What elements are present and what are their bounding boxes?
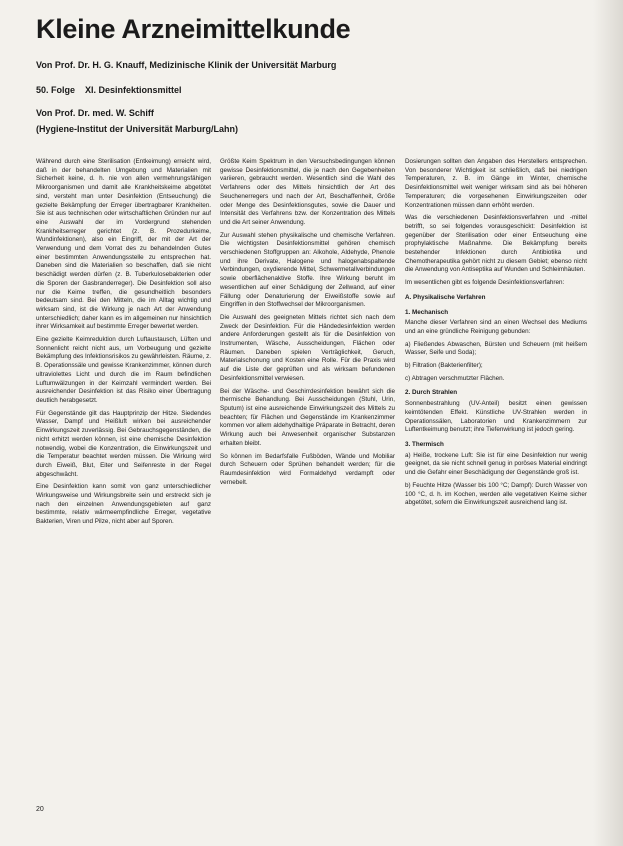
text-column-2 [220,158,395,810]
paragraph: Manche dieser Verfahren sind an einen Wechsel des Mediums und an eine gründliche Reinigung gebunden: [405,319,587,335]
paragraph: b) Filtration (Bakterienfilter); [405,362,483,370]
paragraph: Bei der Wäsche- und Geschirrdesinfektion bewährt sich die thermische Behandlung. Bei Ausscheidungen (Stuhl, Urin, Sputum) ist eine ausreichende Einwirkungszeit des Mittels zu beachten; für Flächen und Gegenstände im Krankenzimmer kommen vor allem aldehydhaltige Präparate in Betracht, deren Wirkung auch bei Anwesenheit organischer Substanzen erhalten bleibt. [220,387,395,447]
paragraph: c) Abtragen verschmutzter Flächen. [405,374,505,382]
section-heading: 3. Thermisch [405,440,444,448]
text-column-1 [36,158,211,810]
paragraph: Eine gezielte Keimreduktion durch Luftaustausch, Lüften und Sonnenlicht reicht nicht aus, um Vorbeugung und gezielte Bekämpfung des Infektionsrisikos zu gewährleisten. Räume, z. B. Operationssäle und gewisse Krankenzimmer, können durch ultraviolettes Licht und durch die im Raum befindlichen Luftumwälzungen in der Keimzahl vermindert werden. Bei ausreichender Desinfektion ist das Risiko einer Übertragung deutlich herabgesetzt. [36,336,211,404]
institute-line: (Hygiene-Institut der Universität Marburg/Lahn) [36,124,239,134]
paragraph: Größte Keim Spektrum in den Versuchsbedingungen können gewisse Desinfektionsmittel, die je nach den Gegebenheiten variieren, gebraucht werden. Wesentlich sind die Wahl des Verfahrens oder des Mittels hinsichtlich der Art des Seuchenerregers und nach der Art, Beschaffenheit, Größe oder Menge des Desinfektionsgutes, sowie die Dauer und Intensität des Verfahrens bzw. der Konzentration des Mittels und die Art seiner Anwendung. [220,158,395,226]
article-title: Kleine Arzneimittelkunde [36,14,351,44]
author-line: Von Prof. Dr. H. G. Knauff, Medizinische Klinik der Universität Marburg [36,60,337,70]
second-author-line: Von Prof. Dr. med. W. Schiff [36,108,154,118]
text-column-3 [405,158,587,810]
paragraph: b) Feuchte Hitze (Wasser bis 100 °C; Dampf): Durch Wasser von 100 °C, d. h. im Kochen, werden alle vegetativen Keime sicher abgetötet, sofern die Einwirkungszeit ausreichend lang ist. [405,481,587,507]
paragraph: Sonnenbestrahlung (UV-Anteil) besitzt einen gewissen keimtötenden Effekt. Künstliche UV-Strahlen werden in Operationssälen, Laboratorien und Krankenzimmern zur Luftentkeimung benutzt; ihre Tiefenwirkung ist jedoch gering. [405,400,587,434]
paragraph: a) Heiße, trockene Luft: Sie ist für eine Desinfektion nur wenig geeignet, da sie nicht schnell genug in poröses Material eindringt und die Gefahr einer Beschädigung der Gegenstände groß ist. [405,451,587,477]
paragraph: So können im Bedarfsfalle Fußböden, Wände und Mobiliar durch Scheuern oder Sprühen behandelt werden; für die Raumdesinfektion wird Formaldehyd verdampft oder vernebelt. [220,452,395,486]
series-line: 50. Folge XI. Desinfektionsmittel [36,85,182,95]
section-heading: A. Physikalische Verfahren [405,293,486,301]
paragraph: Was die verschiedenen Desinfektionsverfahren und -mittel betrifft, so sei folgendes vorausgeschickt: Desinfektion ist gegenüber der Sterilisation oder einer Entseuchung eine prophylaktische Maßnahme. Die Bekämpfung bereits bestehender Infektionen durch Antibiotika und Chemotherapeutika gehört nicht zu diesem Gebiet; ebenso nicht die Anwendung von Antiseptika auf Wunden und Schleimhäuten. [405,214,587,274]
section-heading: 1. Mechanisch [405,308,449,316]
section-heading: 2. Durch Strahlen [405,389,458,397]
paragraph: Dosierungen sollten den Angaben des Herstellers entsprechen. Von besonderer Wichtigkeit ist schließlich, daß bei niedrigen Temperaturen, z. B. im Gänge im Winter, chemische Desinfektionsmittel weit weniger wirksam sind als bei höheren Temperaturen; die vorgesehenen Einwirkungszeiten oder Konzentrationen müssen dann erhöht werden. [405,158,587,209]
page-number: 20 [36,806,44,813]
paragraph: Zur Auswahl stehen physikalische und chemische Verfahren. Die wichtigsten Desinfektionsmittel gehören chemisch verschiedenen Stoffgruppen an: Alkohole, Aldehyde, Phenole und ihre Derivate, Halogene und halogenabspaltende Verbindungen, oxydierende Mittel, Schwermetallverbindungen sowie oberflächenaktive Stoffe. Ihre Wirkung beruht im wesentlichen auf einer Schädigung der Zellwand, auf einer Fällung oder Denaturierung der Eiweißstoffe sowie auf Eingriffen in den Stoffwechsel der Mikroorganismen. [220,231,395,309]
paragraph: Für Gegenstände gilt das Hauptprinzip der Hitze. Siedendes Wasser, Dampf und Heißluft wirken bei ausreichender Einwirkungszeit zuverlässig. Bei Gebrauchsgegenständen, die nicht erhitzt werden können, ist eine chemische Desinfektion notwendig, wobei die Konzentration, die Einwirkungszeit und die Temperatur beachtet werden müssen. Die Wirkung wird durch Eiweiß, Blut, Eiter und Seifenreste in der Regel abgeschwächt. [36,409,211,478]
paragraph: Eine Desinfektion kann somit von ganz unterschiedlicher Wirkungsweise und Wirkungsbreite sein und erstreckt sich je nach den einzelnen Anwendungsgebieten auf ganz bestimmte, relativ wärmeempfindliche Erreger, vegetative Bakterien, Viren und Pilze, nicht aber auf Sporen. [36,483,211,526]
paragraph: Die Auswahl des geeigneten Mittels richtet sich nach dem Zweck der Desinfektion. Für die Händedesinfektion werden andere Anforderungen gestellt als für die Desinfektion von Instrumenten, Wäsche, Ausscheidungen, Flächen oder Räumen. Daneben spielen Verträglichkeit, Geruch, Materialschonung und Kosten eine Rolle. Für die Praxis wird auf die Liste der geprüften und als wirksam befundenen Desinfektionsmittel verwiesen. [220,313,395,382]
paragraph: Im wesentlichen gibt es folgende Desinfektionsverfahren: [405,279,565,287]
paragraph: a) Fließendes Abwaschen, Bürsten und Scheuern (mit heißem Wasser, Seife und Soda); [405,340,587,357]
page-edge-shadow [593,0,623,846]
paragraph: Während durch eine Sterilisation (Entkeimung) erreicht wird, daß in der behandelten Umgebung und Materialien mit Sicherheit keine, d. h. nie von allen vermehrungsfähigen Mikroorganismen und damit alle Krankheitskeime abgetötet sind, versteht man unter Desinfektion (Entseuchung) die gezielte Bekämpfung der Erreger übertragbarer Krankheiten. Sie ist aus technischen oder wirtschaftlichen Gründen nur auf eine Auswahl der im Vordergrund stehenden Krankheitserreger gerichtet (z. B. Prozedurkeime, Wundinfektionen), also ein Eingriff, der mit der Art der Verwendung und dem Vorrat des zu behandelnden Gutes einer bestimmten Anwendungsstelle zu entsprechen hat. Daneben sind die Materialien so beschaffen, daß sie nicht beschädigt werden dürfen (z. B. Tuberkulosebakterien oder die Sporen der Gasbranderreger). Die Desinfektion soll also nur die Keime treffen, die gesundheitlich besonders bedeutsam sind. Bei den Mitteln, die im Alltag wichtig und wirksam sind, ist die Wirkung je nach Art der Anwendung unterschiedlich; daher kann es im allgemeinen nur hinsichtlich ihrer Wirksamkeit auf bestimmte Erreger bewertet werden. [36,158,211,331]
